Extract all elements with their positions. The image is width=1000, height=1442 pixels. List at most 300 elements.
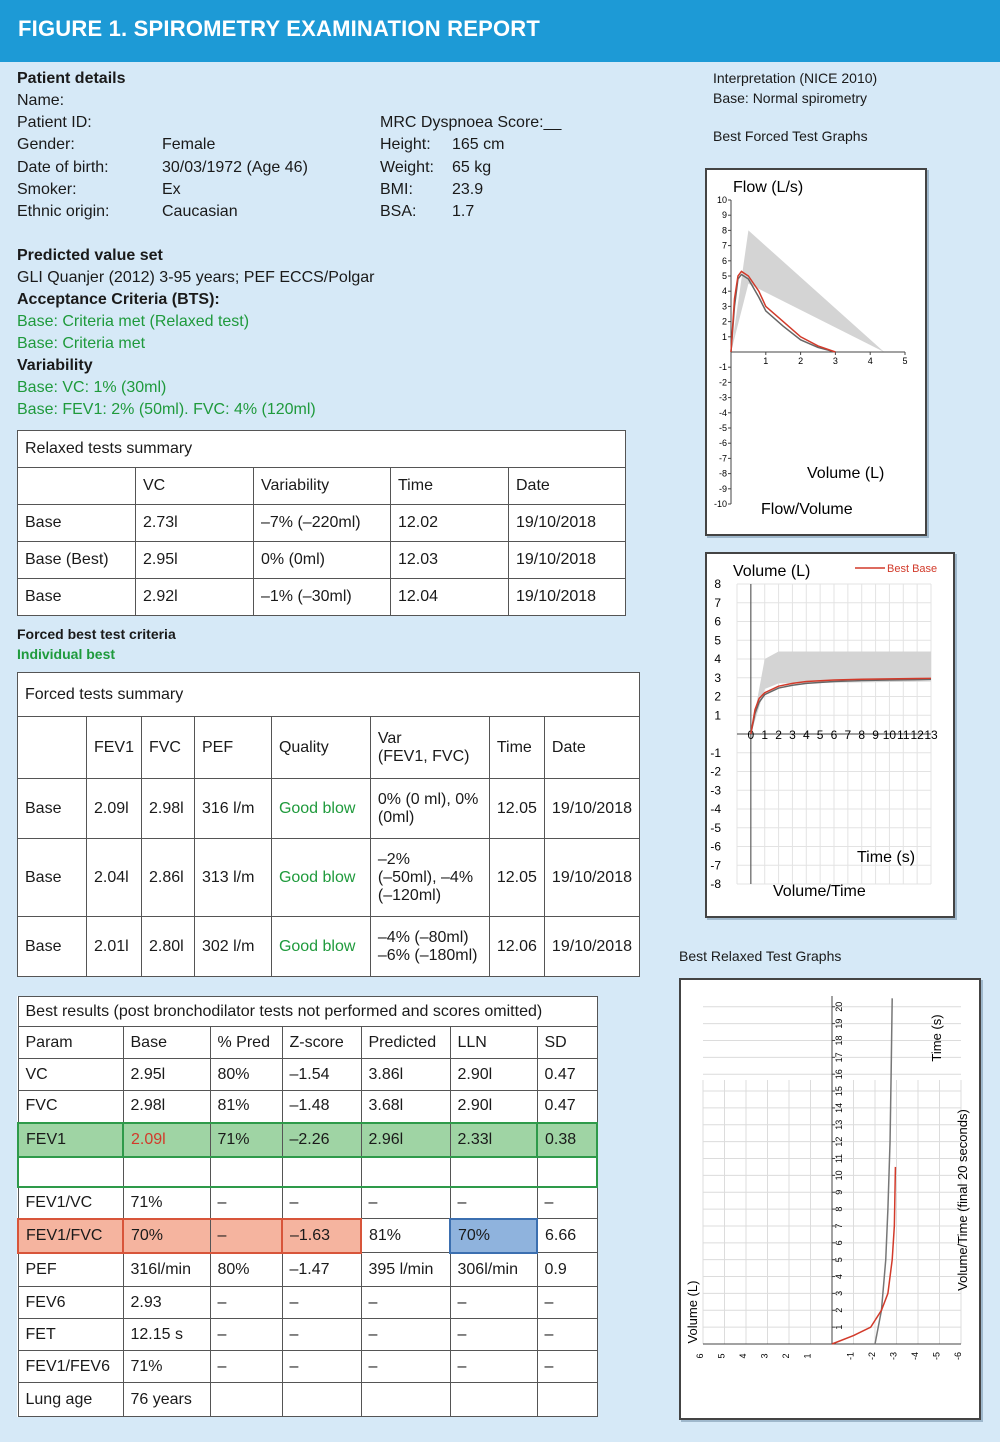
cell: Lung age [18,1383,123,1417]
y-tick-label: 9 [721,210,727,221]
y-tick-label: 9 [834,1189,844,1195]
cell: 0.9 [537,1253,597,1287]
cell: 80% [210,1253,282,1287]
best-header: Z-score [282,1027,361,1059]
acceptance-heading: Acceptance Criteria (BTS): [17,291,220,308]
flow-volume-svg [707,170,925,534]
y-tick-label: -5 [710,820,721,835]
cell: FEV1/FVC [18,1219,123,1253]
cell [361,1383,450,1417]
y-tick-label: 11 [834,1153,844,1164]
cell: 0% (0 ml), 0% (0ml) [370,779,489,839]
series-line-trial [875,998,892,1344]
dob-value: 30/03/1972 (Age 46) [162,159,308,176]
flow-volume-chart [705,168,927,536]
cell: 19/10/2018 [544,839,639,917]
cell: 80% [210,1059,282,1091]
cell [361,1157,450,1187]
y-tick-label: 7 [721,240,727,251]
y-tick-label: 3 [721,301,727,312]
dob-label: Date of birth: [17,159,109,176]
cell: 0% (0ml) [254,542,391,579]
cell: – [361,1187,450,1219]
y-tick-label: -7 [710,858,721,873]
cell: 3.68l [361,1091,450,1123]
acceptance-2: Base: Criteria met [17,335,146,352]
cell: 395 l/min [361,1253,450,1287]
y-tick-label: 7 [834,1223,844,1229]
weight-value: 65 kg [452,159,492,176]
cell: –7% (–220ml) [254,505,391,542]
y-tick-label: 6 [721,255,727,266]
x-tick-label: 11 [897,728,910,742]
cell: – [537,1351,597,1383]
x-tick-label: 3 [759,1353,770,1359]
y-axis-label: Flow (L/s) [733,179,804,196]
y-tick-label: 2 [721,316,727,327]
y-tick-label: 4 [721,286,727,297]
relaxed-title: Relaxed tests summary [18,431,626,468]
forced-header: Time [489,717,544,779]
x-axis-label: Volume (L) [807,465,885,482]
table-row [18,779,640,839]
variability-heading: Variability [17,357,93,374]
table-row [18,1351,597,1383]
best-header: Predicted [361,1027,450,1059]
cell: 0.47 [537,1091,597,1123]
relaxed-tests-table [17,430,626,616]
table-row [18,1319,597,1351]
cell: 302 l/m [194,917,271,977]
y-tick-label: 6 [714,614,721,629]
cell: –1.48 [282,1091,361,1123]
cell: 2.01l [86,917,141,977]
y-tick-label: -2 [718,377,727,388]
volume-time-chart [705,552,955,918]
gender-value: Female [162,136,216,153]
cell [282,1157,361,1187]
bmi-value: 23.9 [452,181,484,198]
cell: FEV1/FEV6 [18,1351,123,1383]
relaxed-svg [681,980,979,1418]
table-row [18,542,626,579]
y-tick-label: 12 [834,1136,844,1147]
forced-header: FVC [141,717,194,779]
cell: FEV1/VC [18,1187,123,1219]
table-row [18,917,640,977]
report-body [0,62,1000,1442]
x-tick-label: 6 [695,1353,705,1359]
chart-title: Flow/Volume [761,501,853,518]
predicted-band [751,652,931,735]
table-row [18,1123,597,1157]
y-tick-label: -4 [718,407,727,418]
y-tick-label: 2 [834,1307,844,1313]
y-tick-label: 1 [834,1324,844,1330]
forced-header: PEF [194,717,271,779]
bsa-label: BSA: [380,203,417,220]
y-tick-label: 5 [714,633,721,648]
y-tick-label: 20 [834,1001,844,1012]
cell: 3.86l [361,1059,450,1091]
x-tick-label: 4 [867,356,873,366]
cell: –2% (–50ml), –4% (–120ml) [370,839,489,917]
cell [537,1157,597,1187]
weight-label: Weight: [380,159,434,176]
cell: FVC [18,1091,123,1123]
gender-label: Gender: [17,136,75,153]
series-line-best-base [751,678,931,734]
volume-time-svg [707,554,953,916]
acceptance-1: Base: Criteria met (Relaxed test) [17,313,250,330]
y-tick-label: 4 [834,1274,844,1280]
cell: 71% [123,1187,210,1219]
variability-2: Base: FEV1: 2% (50ml). FVC: 4% (120ml) [17,401,316,418]
smoker-label: Smoker: [17,181,77,198]
cell: – [282,1187,361,1219]
x-tick-label: 8 [858,728,866,742]
smoker-value: Ex [162,181,181,198]
x-tick-label: 0 [747,728,755,742]
cell: 2.93 [123,1287,210,1319]
cell: PEF [18,1253,123,1287]
forced-header: Var (FEV1, FVC) [370,717,489,779]
cell: – [537,1287,597,1319]
cell [450,1383,537,1417]
cell: FEV6 [18,1287,123,1319]
y-tick-label: -9 [718,483,727,494]
cell: – [537,1319,597,1351]
cell: – [361,1287,450,1319]
x-tick-label: 1 [761,728,769,742]
cell: 316 l/m [194,779,271,839]
forced-header: Quality [271,717,370,779]
cell: 19/10/2018 [509,505,626,542]
x-axis-label: Volume (L) [685,1280,700,1344]
table-row [18,1219,597,1253]
relaxed-header: Date [509,468,626,505]
chart-title: Volume/Time (final 20 seconds) [955,1109,970,1291]
cell: 2.95l [123,1059,210,1091]
cell: 2.90l [450,1091,537,1123]
cell: – [210,1351,282,1383]
best-results-table [17,996,598,1417]
cell: 2.92l [136,579,254,616]
table-row [18,505,626,542]
cell: – [210,1287,282,1319]
cell: 2.80l [141,917,194,977]
interpretation-line2: Base: Normal spirometry [713,90,868,106]
y-tick-label: 16 [834,1069,844,1080]
best-header: LLN [450,1027,537,1059]
y-tick-label: 1 [714,708,721,723]
cell: Good blow [271,779,370,839]
y-tick-label: -10 [713,499,727,509]
y-tick-label: -1 [710,745,721,760]
report-header [0,0,1000,62]
y-tick-label: -7 [718,453,727,464]
chart-title: Volume/Time [773,883,866,900]
cell: 12.05 [489,839,544,917]
cell: –1% (–30ml) [254,579,391,616]
cell [210,1157,282,1187]
cell: 2.73l [136,505,254,542]
x-tick-label: 2 [781,1353,791,1359]
cell: 81% [210,1091,282,1123]
relaxed-header: VC [136,468,254,505]
x-tick-label: 4 [802,728,810,742]
height-value: 165 cm [452,136,505,153]
cell [123,1157,210,1187]
cell: 2.98l [141,779,194,839]
forced-criteria-heading: Forced best test criteria [17,626,176,642]
y-tick-label: 8 [834,1206,844,1212]
best-header: % Pred [210,1027,282,1059]
table-row [18,1091,597,1123]
forced-tests-table [17,672,640,977]
cell: – [282,1287,361,1319]
x-tick-label: 5 [816,728,824,742]
cell: 2.96l [361,1123,450,1157]
cell: 2.33l [450,1123,537,1157]
y-tick-label: 5 [834,1257,844,1263]
cell: 2.95l [136,542,254,579]
cell: Good blow [271,839,370,917]
y-tick-label: 17 [834,1052,844,1063]
cell: 19/10/2018 [509,542,626,579]
x-tick-label: -5 [931,1351,942,1361]
ethnic-value: Caucasian [162,203,238,220]
cell: 2.98l [123,1091,210,1123]
cell: Good blow [271,917,370,977]
cell: Base [18,917,87,977]
report-title: FIGURE 1. SPIROMETRY EXAMINATION REPORT [18,16,540,41]
y-tick-label: 2 [714,689,721,704]
cell: – [210,1187,282,1219]
x-tick-label: -3 [888,1351,899,1361]
y-tick-label: 14 [834,1102,844,1113]
cell: 70% [123,1219,210,1253]
height-label: Height: [380,136,431,153]
cell: 2.90l [450,1059,537,1091]
cell: Base (Best) [18,542,136,579]
relaxed-graphs-title: Best Relaxed Test Graphs [679,948,842,964]
bsa-value: 1.7 [452,203,475,220]
x-tick-label: 12 [910,728,924,742]
x-tick-label: 2 [798,356,804,366]
table-row [18,1059,597,1091]
mrc-label: MRC Dyspnoea Score:__ [380,114,562,131]
cell: – [361,1319,450,1351]
relaxed-volume-time-chart [679,978,981,1420]
cell: Base [18,839,87,917]
y-tick-label: 8 [721,225,727,236]
y-tick-label: 3 [834,1290,844,1296]
x-tick-label: 6 [830,728,838,742]
forced-criteria-value: Individual best [17,646,116,662]
cell: 316l/min [123,1253,210,1287]
x-tick-label: 13 [924,728,938,742]
y-tick-label: -8 [710,877,721,891]
cell: –1.54 [282,1059,361,1091]
cell: – [361,1351,450,1383]
y-tick-label: -5 [718,423,727,433]
y-tick-label: 13 [834,1119,844,1130]
y-tick-label: 5 [721,271,727,281]
forced-header: Date [544,717,639,779]
relaxed-header: Time [391,468,509,505]
cell [537,1383,597,1417]
y-tick-label: 18 [834,1035,844,1046]
best-header: Base [123,1027,210,1059]
best-header: Param [18,1027,123,1059]
table-row [18,579,626,616]
cell: 76 years [123,1383,210,1417]
x-tick-label: 1 [763,356,769,366]
cell: 71% [123,1351,210,1383]
x-tick-label: 3 [832,356,838,366]
x-tick-label: -4 [910,1351,920,1361]
x-tick-label: 7 [844,728,852,742]
cell [282,1383,361,1417]
forced-header: FEV1 [86,717,141,779]
cell: – [450,1187,537,1219]
predicted-value: GLI Quanjer (2012) 3-95 years; PEF ECCS/Polgar [17,269,375,286]
cell [18,1157,123,1187]
patient-heading: Patient details [17,70,126,87]
cell: – [210,1219,282,1253]
cell: FEV1 [18,1123,123,1157]
cell: – [450,1319,537,1351]
cell: – [210,1319,282,1351]
table-row [18,1187,597,1219]
best-title: Best results (post bronchodilator tests not performed and scores omitted) [18,997,597,1027]
cell: – [450,1351,537,1383]
y-tick-label: -4 [710,802,721,816]
y-axis-label: Volume (L) [733,563,811,580]
legend-label: Best Base [887,563,938,575]
cell: 2.04l [86,839,141,917]
x-tick-label: 4 [738,1353,748,1359]
y-tick-label: -6 [710,839,721,854]
relaxed-header [18,468,136,505]
cell: 19/10/2018 [544,779,639,839]
cell: 6.66 [537,1219,597,1253]
cell: 12.03 [391,542,509,579]
cell: FET [18,1319,123,1351]
cell: 12.02 [391,505,509,542]
x-tick-label: 1 [802,1353,813,1359]
y-tick-label: 7 [714,595,721,610]
cell: 0.47 [537,1059,597,1091]
x-tick-label: 3 [789,728,796,742]
x-axis-label: Time (s) [857,849,916,866]
cell: 2.09l [86,779,141,839]
forced-graphs-title: Best Forced Test Graphs [713,128,868,144]
cell: Base [18,579,136,616]
y-tick-label: 3 [714,670,721,685]
cell: – [537,1187,597,1219]
table-row [18,1287,597,1319]
cell: – [282,1351,361,1383]
cell: VC [18,1059,123,1091]
cell: –2.26 [282,1123,361,1157]
table-row [18,1253,597,1287]
cell: Base [18,505,136,542]
cell [450,1157,537,1187]
patient-id-label: Patient ID: [17,114,92,131]
x-tick-label: -1 [845,1351,856,1361]
cell: 2.09l [123,1123,210,1157]
y-tick-label: 1 [721,331,727,342]
y-tick-label: 15 [834,1086,844,1097]
y-tick-label: -6 [718,438,727,449]
best-header: SD [537,1027,597,1059]
cell: 19/10/2018 [544,917,639,977]
forced-title: Forced tests summary [18,673,640,717]
y-tick-label: -8 [718,468,727,479]
y-tick-label: 6 [834,1240,844,1246]
cell: –1.47 [282,1253,361,1287]
table-row [18,839,640,917]
cell [210,1383,282,1417]
y-tick-label: -2 [710,764,721,779]
cell: 81% [361,1219,450,1253]
y-tick-label: 10 [834,1170,844,1181]
cell: 2.86l [141,839,194,917]
cell: – [450,1287,537,1319]
name-label: Name: [17,92,65,109]
y-tick-label: -3 [710,783,721,798]
cell: –1.63 [282,1219,361,1253]
cell: Base [18,779,87,839]
cell: 71% [210,1123,282,1157]
x-tick-label: 2 [775,728,782,742]
bmi-label: BMI: [380,181,413,198]
predicted-heading: Predicted value set [17,247,163,264]
x-tick-label: -6 [953,1351,963,1361]
cell: 19/10/2018 [509,579,626,616]
cell: 70% [450,1219,537,1253]
y-tick-label: 4 [714,652,721,666]
cell: 313 l/m [194,839,271,917]
y-tick-label: 19 [834,1018,844,1029]
x-tick-label: 5 [902,356,908,366]
cell: 12.06 [489,917,544,977]
series-line-trial [751,679,931,734]
cell: –4% (–80ml) –6% (–180ml) [370,917,489,977]
x-tick-label: -2 [867,1351,877,1361]
table-row [18,1383,597,1417]
predicted-band [731,230,884,352]
forced-header [18,717,87,779]
cell: 12.15 s [123,1319,210,1351]
y-tick-label: -3 [718,392,727,403]
cell: 12.04 [391,579,509,616]
variability-1: Base: VC: 1% (30ml) [17,379,167,396]
cell: 0.38 [537,1123,597,1157]
x-tick-label: 9 [872,728,879,742]
ethnic-label: Ethnic origin: [17,203,110,220]
cell: 306l/min [450,1253,537,1287]
table-row [18,1157,597,1187]
y-tick-label: -1 [718,362,727,373]
y-tick-label: 8 [714,577,721,591]
relaxed-header: Variability [254,468,391,505]
cell: – [282,1319,361,1351]
y-tick-label: 10 [716,195,727,205]
y-axis-label: Time (s) [929,1014,944,1062]
